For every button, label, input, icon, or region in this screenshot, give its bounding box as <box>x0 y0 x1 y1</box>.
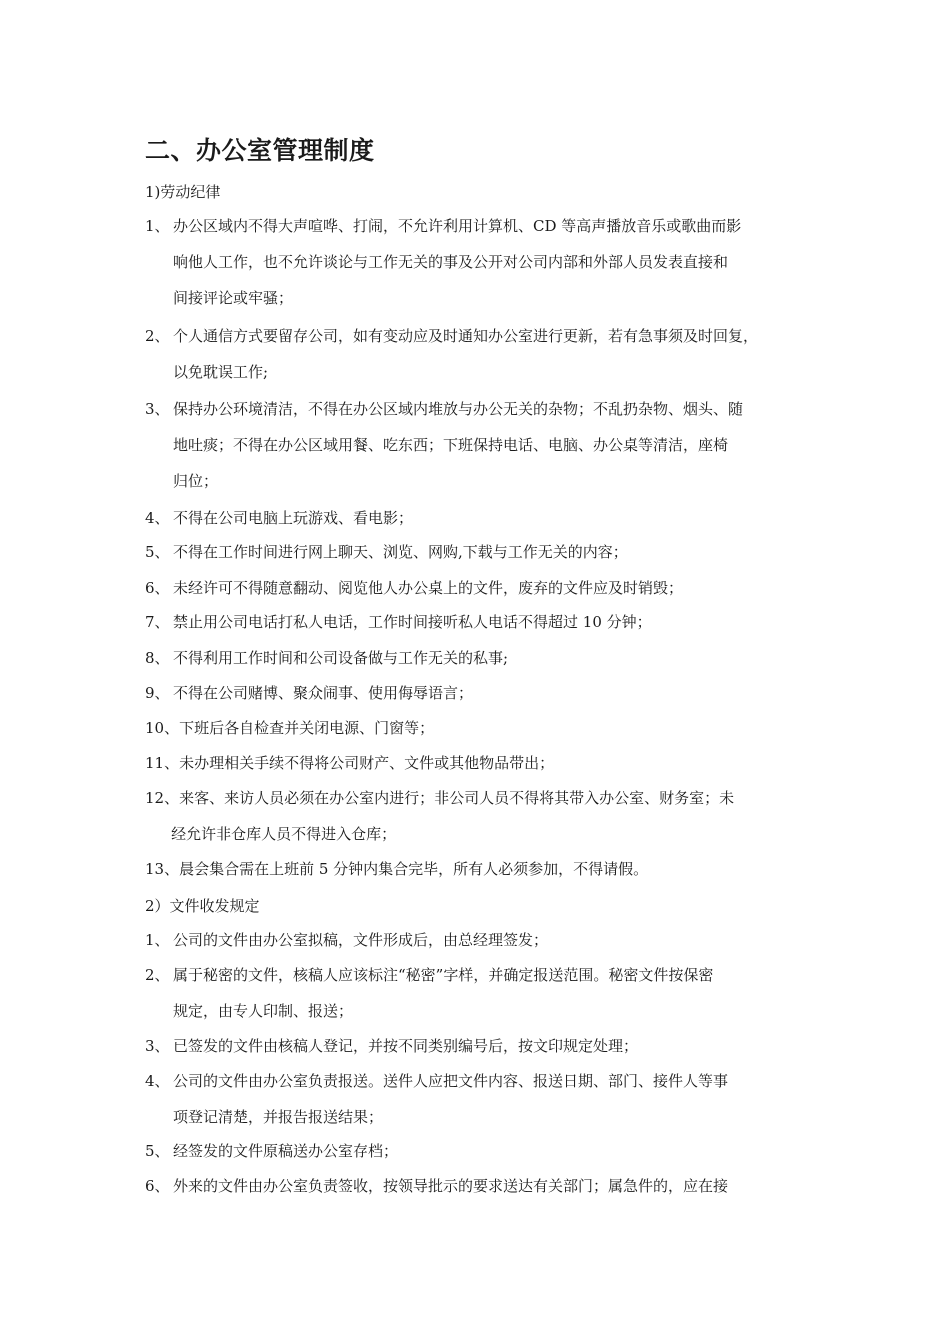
item-number: 3、 <box>145 400 170 418</box>
list-item <box>145 675 815 711</box>
list-item <box>145 1133 815 1169</box>
item-line: 已签发的文件由核稿人登记，并按不同类别编号后，按文印规定处理； <box>173 1037 639 1055</box>
item-number: 3、 <box>145 1037 170 1055</box>
item-line: 不得利用工作时间和公司设备做与工作无关的私事; <box>173 649 509 667</box>
item-line: 以免耽误工作; <box>173 363 269 381</box>
item-line: 不得在公司电脑上玩游戏、看电影； <box>173 509 414 527</box>
item-number: 6、 <box>145 579 170 597</box>
item-line: 办公区域内不得大声喧哗、打闹，不允许利用计算机、CD 等高声播放音乐或歌曲而影 <box>173 217 742 235</box>
item-line: 经允许非仓库人员不得进入仓库； <box>171 825 397 843</box>
item-line: 晨会集合需在上班前 5 分钟内集合完毕，所有人必须参加，不得请假。 <box>179 860 649 878</box>
item-line: 公司的文件由办公室负责报送。送件人应把文件内容、报送日期、部门、接件人等事 <box>173 1072 729 1090</box>
item-text <box>173 922 815 958</box>
item-number: 12、 <box>145 789 180 807</box>
item-number: 5、 <box>145 543 170 561</box>
item-number: 11、 <box>145 754 180 772</box>
item-text <box>179 745 815 781</box>
item-line: 未经许可不得随意翻动、阅览他人办公桌上的文件，废弃的文件应及时销毁； <box>173 579 684 597</box>
item-number: 2、 <box>145 966 170 984</box>
item-number: 2、 <box>145 327 170 345</box>
list-item <box>145 534 815 570</box>
item-number: 10、 <box>145 719 180 737</box>
item-line: 不得在公司赌博、聚众闹事、使用侮辱语言； <box>173 684 474 702</box>
section-title-labor-discipline: 1)劳动纪律 <box>145 183 221 201</box>
item-line: 禁止用公司电话打私人电话，工作时间接听私人电话不得超过 10 分钟； <box>173 613 652 631</box>
item-text <box>173 604 815 640</box>
list-item <box>145 208 815 316</box>
item-text <box>173 208 815 316</box>
list-item <box>145 1168 815 1204</box>
item-line: 归位； <box>173 472 219 490</box>
list-item <box>145 570 815 606</box>
item-text <box>173 1133 815 1169</box>
item-text <box>173 570 815 606</box>
list-item <box>145 780 815 852</box>
list-item <box>145 1028 815 1064</box>
item-line: 项登记清楚，并报告报送结果； <box>173 1108 384 1126</box>
section-title-document-handling: 2）文件收发规定 <box>145 897 260 915</box>
item-number: 1、 <box>145 217 170 235</box>
list-item <box>145 745 815 781</box>
item-text <box>173 957 815 1029</box>
item-text <box>173 1063 815 1135</box>
item-number: 8、 <box>145 649 170 667</box>
item-line: 不得在工作时间进行网上聊天、浏览、网购,下载与工作无关的内容； <box>173 543 628 561</box>
item-text <box>173 534 815 570</box>
item-text <box>173 675 815 711</box>
item-number: 1、 <box>145 931 170 949</box>
item-number: 4、 <box>145 1072 170 1090</box>
item-text <box>173 1028 815 1064</box>
list-item <box>145 604 815 640</box>
list-item <box>145 391 815 499</box>
item-line: 外来的文件由办公室负责签收，按领导批示的要求送达有关部门；属急件的，应在接 <box>173 1177 729 1195</box>
item-line: 地吐痰；不得在办公区域用餐、吃东西；下班保持电话、电脑、办公桌等清洁，座椅 <box>173 436 729 454</box>
item-text <box>173 318 815 390</box>
item-line: 个人通信方式要留存公司，如有变动应及时通知办公室进行更新，若有急事须及时回复， <box>173 327 759 345</box>
item-text <box>173 391 815 499</box>
item-line: 来客、来访人员必须在办公室内进行；非公司人员不得将其带入办公室、财务室；未 <box>179 789 735 807</box>
list-item <box>145 922 815 958</box>
item-line: 规定，由专人印制、报送； <box>173 1002 354 1020</box>
item-text <box>173 1168 815 1204</box>
item-number: 9、 <box>145 684 170 702</box>
item-number: 4、 <box>145 509 170 527</box>
list-item <box>145 851 815 887</box>
item-text <box>171 780 815 852</box>
item-number: 7、 <box>145 613 170 631</box>
item-number: 5、 <box>145 1142 170 1160</box>
item-text <box>173 640 815 676</box>
list-item <box>145 710 815 746</box>
list-item <box>145 318 815 390</box>
item-line: 下班后各自检查并关闭电源、门窗等； <box>179 719 435 737</box>
item-text <box>179 851 815 887</box>
list-item <box>145 640 815 676</box>
item-line: 公司的文件由办公室拟稿，文件形成后，由总经理签发； <box>173 931 549 949</box>
item-line: 保持办公环境清洁，不得在办公区域内堆放与办公无关的杂物；不乱扔杂物、烟头、随 <box>173 400 744 418</box>
item-line: 响他人工作，也不允许谈论与工作无关的事及公开对公司内部和外部人员发表直接和 <box>173 253 729 271</box>
list-item <box>145 1063 815 1135</box>
item-line: 未办理相关手续不得将公司财产、文件或其他物品带出； <box>179 754 555 772</box>
item-line: 属于秘密的文件，核稿人应该标注“秘密”字样，并确定报送范围。秘密文件按保密 <box>173 966 714 984</box>
list-item <box>145 957 815 1029</box>
item-number: 6、 <box>145 1177 170 1195</box>
item-text <box>179 710 815 746</box>
item-text <box>173 500 815 536</box>
item-number: 13、 <box>145 860 180 878</box>
item-line: 间接评论或牢骚； <box>173 289 294 307</box>
list-item <box>145 500 815 536</box>
item-line: 经签发的文件原稿送办公室存档； <box>173 1142 399 1160</box>
page-title: 二、办公室管理制度 <box>145 136 375 165</box>
